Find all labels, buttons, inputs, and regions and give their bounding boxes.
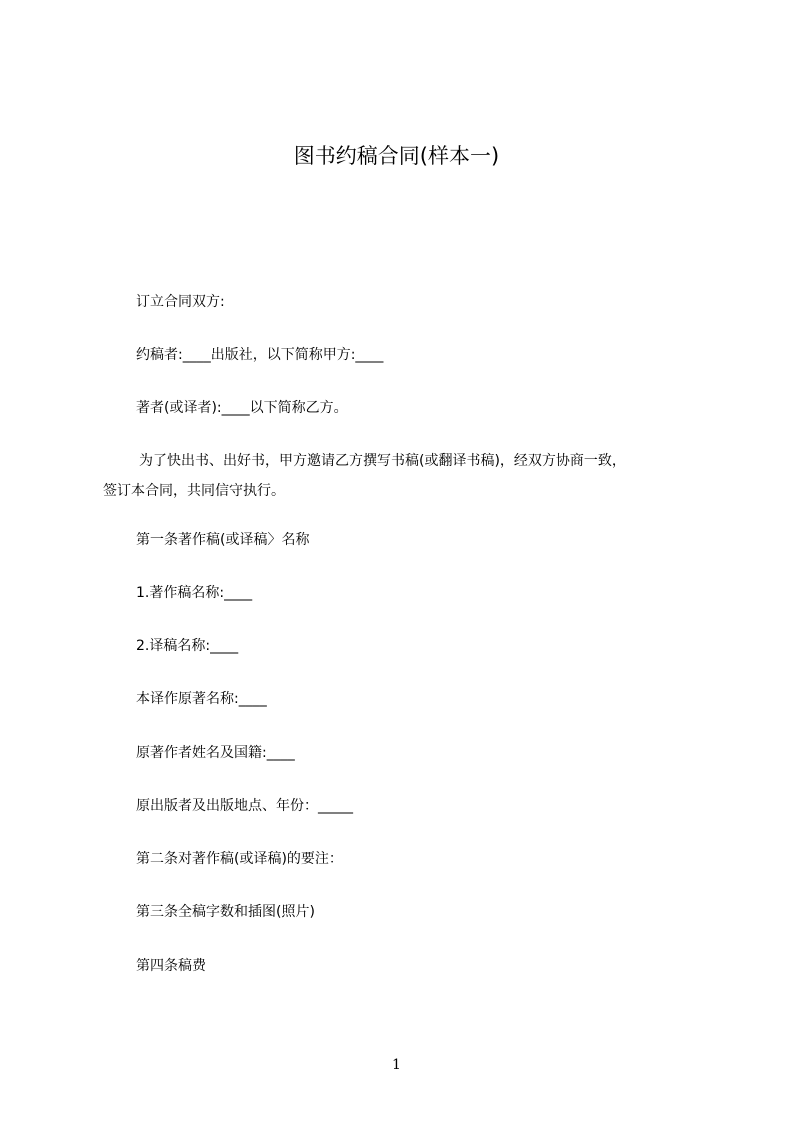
article-3-heading: 第三条全稿字数和插图(照片) — [136, 904, 315, 920]
page-number: 1 — [392, 1057, 401, 1073]
original-author-line: 原著作者姓名及国籍:____ — [136, 745, 295, 761]
original-title-line: 本译作原著名称:____ — [136, 691, 267, 707]
commissioner-line: 约稿者:____出版社，以下简称甲方:____ — [136, 347, 384, 363]
article-4-heading: 第四条稿费 — [136, 958, 206, 974]
article-1-item-2: 2.译稿名称:____ — [136, 638, 239, 654]
original-publisher-line: 原出版者及出版地点、年份：_____ — [136, 798, 353, 814]
preamble-line-1: 为了快出书、出好书，甲方邀请乙方撰写书稿(或翻译书稿)，经双方协商一致， — [139, 453, 626, 469]
article-1-heading: 第一条著作稿(或译稿〉名称 — [136, 532, 310, 548]
article-2-heading: 第二条对著作稿(或译稿)的要注： — [136, 851, 343, 867]
document-title: 图书约稿合同(样本一) — [293, 144, 500, 168]
article-1-item-1: 1.著作稿名称:____ — [136, 585, 253, 601]
contract-parties-line: 订立合同双方: — [136, 294, 225, 310]
preamble-paragraph — [103, 446, 703, 506]
preamble-line-2: 签订本合同，共同信守执行。 — [103, 483, 285, 499]
author-line: 著者(或译者):____以下简称乙方。 — [136, 400, 348, 416]
